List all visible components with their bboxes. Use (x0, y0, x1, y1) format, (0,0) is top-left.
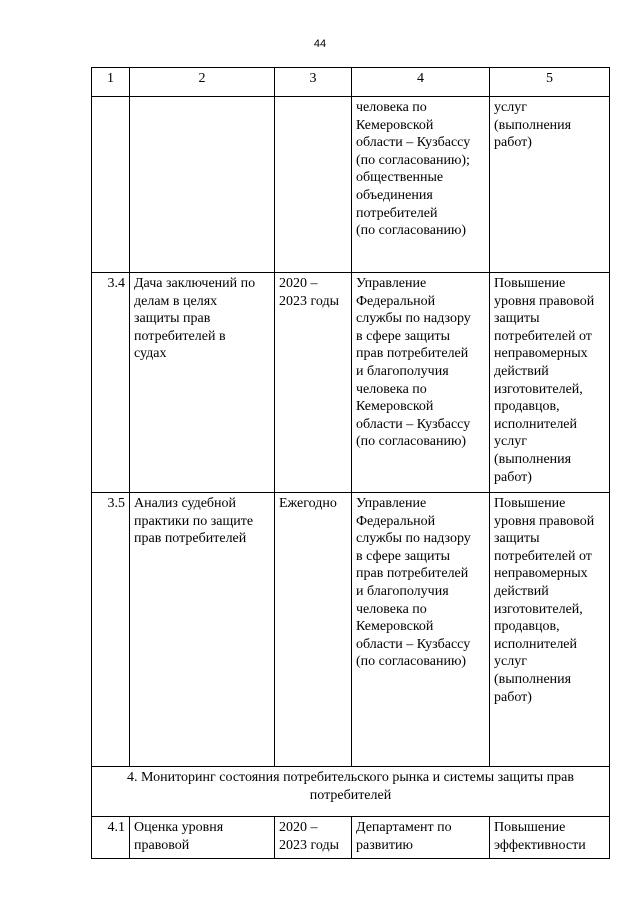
text-line: Управление (356, 276, 427, 291)
text-line: Кемеровской (356, 619, 434, 635)
cell-measure-name (130, 97, 275, 273)
table-row-3-5 (92, 493, 610, 767)
measures-table (91, 67, 610, 859)
text-line: 2020 – (279, 820, 318, 835)
header-cell-4: 4 (352, 68, 490, 97)
text-line: Управление (356, 496, 427, 511)
text-line: неправомерных (494, 566, 588, 582)
text-line: потребителей от (494, 328, 592, 344)
cell-term (275, 273, 352, 493)
text-line: Повышение (494, 820, 566, 835)
cell-term (275, 817, 352, 859)
text-line: Федеральной (356, 293, 436, 309)
cell-result (490, 493, 610, 767)
text-line: человека по (356, 381, 427, 397)
text-line: Повышение (494, 276, 566, 291)
text-line: услуг (494, 100, 527, 115)
text-line: практики по защите (134, 513, 254, 529)
text-line: Повышение (494, 496, 566, 511)
text-line: Дача заключений по (134, 276, 256, 291)
text-line: делам в целях (134, 293, 218, 309)
header-cell-1: 1 (92, 68, 130, 97)
text-line: защиты (494, 311, 540, 327)
text-line: объединения (356, 187, 433, 203)
text-line: (выполнения (494, 451, 572, 467)
text-line: работ) (494, 469, 532, 485)
text-line: области – Кузбассу (356, 636, 471, 652)
text-line: защиты (494, 531, 540, 547)
cell-number: 4.1 (92, 817, 130, 859)
text-line: прав потребителей (356, 346, 469, 362)
text-line: службы по надзору (356, 531, 471, 547)
cell-term (275, 97, 352, 273)
text-line: работ) (494, 135, 532, 151)
text-line: области – Кузбассу (356, 416, 471, 432)
cell-term (275, 493, 352, 767)
cell-executor (352, 273, 490, 493)
cell-measure-name (130, 493, 275, 767)
cell-number (92, 97, 130, 273)
text-line: изготовителей, (494, 601, 583, 617)
text-line: действий (494, 583, 549, 599)
text-line: области – Кузбассу (356, 135, 471, 151)
text-line: (по согласованию) (356, 223, 467, 239)
text-line: 2023 годы (279, 293, 340, 309)
table-header-row (92, 68, 610, 97)
text-line: 4. Мониторинг состояния потребительского рынка и системы защиты прав (127, 770, 574, 785)
text-line: (выполнения (494, 117, 572, 133)
text-line: человека по (356, 601, 427, 617)
text-line: Анализ судебной (134, 496, 237, 511)
header-cell-3: 3 (275, 68, 352, 97)
text-line: действий (494, 363, 549, 379)
cell-executor (352, 493, 490, 767)
text-line: в сфере защиты (356, 548, 451, 564)
section-heading-row (92, 767, 610, 817)
cell-result (490, 97, 610, 273)
text-line: общественные (356, 170, 444, 186)
text-line: (по согласованию) (356, 654, 467, 670)
text-line: (выполнения (494, 671, 572, 687)
text-line: и благополучия (356, 363, 449, 379)
cell-measure-name (130, 817, 275, 859)
text-line: прав потребителей (134, 531, 247, 547)
text-line: человека по (356, 100, 427, 115)
text-line: потребителей (356, 205, 438, 221)
text-line: Федеральной (356, 513, 436, 529)
table-row-3-4 (92, 273, 610, 493)
text-line: Кемеровской (356, 117, 434, 133)
cell-result (490, 817, 610, 859)
text-line: 2023 годы (279, 837, 340, 853)
header-cell-2: 2 (130, 68, 275, 97)
text-line: потребителей в (134, 328, 226, 344)
text-line: службы по надзору (356, 311, 471, 327)
table-row-4-1 (92, 817, 610, 859)
text-line: услуг (494, 654, 527, 670)
text-line: судах (134, 346, 167, 362)
cell-executor (352, 817, 490, 859)
text-line: услуг (494, 434, 527, 450)
section-heading (92, 767, 610, 817)
text-line: и благополучия (356, 583, 449, 599)
text-line: Ежегодно (279, 496, 337, 511)
text-line: Оценка уровня (134, 820, 224, 835)
text-line: неправомерных (494, 346, 588, 362)
text-line: потребителей от (494, 548, 592, 564)
text-line: защиты прав (134, 311, 211, 327)
text-line: в сфере защиты (356, 328, 451, 344)
text-line: правовой (134, 837, 190, 853)
text-line: развитию (356, 837, 413, 853)
text-line: прав потребителей (356, 566, 469, 582)
text-line: уровня правовой (494, 293, 595, 309)
text-line: исполнителей (494, 416, 578, 432)
page-number: 44 (313, 38, 327, 50)
text-line: (по согласованию) (356, 434, 467, 450)
text-line: работ) (494, 689, 532, 705)
cell-number: 3.4 (92, 273, 130, 493)
cell-number: 3.5 (92, 493, 130, 767)
text-line: продавцов, (494, 399, 560, 415)
text-line: изготовителей, (494, 381, 583, 397)
cell-result (490, 273, 610, 493)
text-line: эффективности (494, 837, 586, 853)
header-cell-5: 5 (490, 68, 610, 97)
cell-measure-name (130, 273, 275, 493)
table-row-continued (92, 97, 610, 273)
text-line: (по согласованию); (356, 152, 470, 168)
text-line: потребителей (309, 787, 392, 803)
text-line: продавцов, (494, 619, 560, 635)
text-line: 2020 – (279, 276, 318, 291)
text-line: исполнителей (494, 636, 578, 652)
text-line: Кемеровской (356, 399, 434, 415)
cell-executor (352, 97, 490, 273)
text-line: уровня правовой (494, 513, 595, 529)
text-line: Департамент по (356, 820, 452, 835)
